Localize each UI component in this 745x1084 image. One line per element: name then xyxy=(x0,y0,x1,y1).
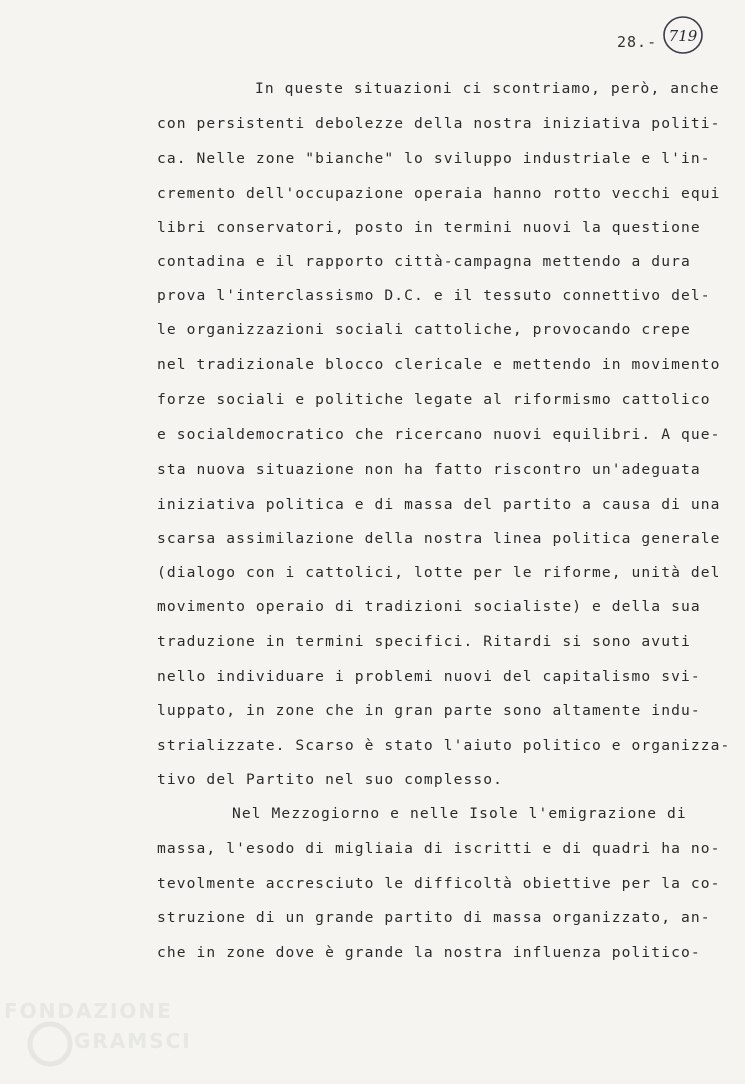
text-line: libri conservatori, posto in termini nuovi la questione xyxy=(157,219,701,236)
text-line: con persistenti debolezze della nostra iniziativa politi- xyxy=(157,115,721,132)
archive-number-stamp xyxy=(662,14,704,56)
text-line: strializzate. Scarso è stato l'aiuto politico e organizza- xyxy=(157,737,731,754)
text-line: tivo del Partito nel suo complesso. xyxy=(157,771,504,788)
text-line: tevolmente accresciuto le difficoltà obiettive per la co- xyxy=(157,875,721,892)
text-line: traduzione in termini specifici. Ritardi si sono avuti xyxy=(157,633,691,650)
page-number: 28.- xyxy=(617,33,658,51)
text-line: scarsa assimilazione della nostra linea politica generale xyxy=(157,530,721,547)
text-line: massa, l'esodo di migliaia di iscritti e di quadri ha no- xyxy=(157,840,721,857)
text-line: contadina e il rapporto città-campagna mettendo a dura xyxy=(157,253,691,270)
text-line: prova l'interclassismo D.C. e il tessuto connettivo del- xyxy=(157,287,711,304)
text-line: che in zone dove è grande la nostra influenza politico- xyxy=(157,944,701,961)
watermark-logo xyxy=(0,992,200,1080)
text-line: cremento dell'occupazione operaia hanno rotto vecchi equi xyxy=(157,185,721,202)
archive-number-text: 719 xyxy=(668,27,698,45)
text-line: nello individuare i problemi nuovi del capitalismo svi- xyxy=(157,668,701,685)
foundation-watermark xyxy=(0,992,200,1080)
text-line: sta nuova situazione non ha fatto riscontro un'adeguata xyxy=(157,461,701,478)
svg-text:GRAMSCI: GRAMSCI xyxy=(74,1029,192,1053)
text-line: nel tradizionale blocco clericale e mettendo in movimento xyxy=(157,356,721,373)
text-line: struzione di un grande partito di massa organizzato, an- xyxy=(157,909,711,926)
text-line: luppato, in zone che in gran parte sono altamente indu- xyxy=(157,702,701,719)
text-line: movimento operaio di tradizioni socialiste) e della sua xyxy=(157,598,701,615)
text-line: forze sociali e politiche legate al riformismo cattolico xyxy=(157,391,711,408)
svg-text:FONDAZIONE: FONDAZIONE xyxy=(4,999,173,1023)
text-line: ca. Nelle zone "bianche" lo sviluppo industriale e l'in- xyxy=(157,150,711,167)
text-line: le organizzazioni sociali cattoliche, provocando crepe xyxy=(157,321,691,338)
text-line: (dialogo con i cattolici, lotte per le riforme, unità del xyxy=(157,564,721,581)
text-line: iniziativa politica e di massa del partito a causa di una xyxy=(157,496,721,513)
text-line: In queste situazioni ci scontriamo, però, anche xyxy=(255,80,720,97)
text-line: e socialdemocratico che ricercano nuovi equilibri. A que- xyxy=(157,426,721,443)
text-line: Nel Mezzogiorno e nelle Isole l'emigrazione di xyxy=(232,805,687,822)
